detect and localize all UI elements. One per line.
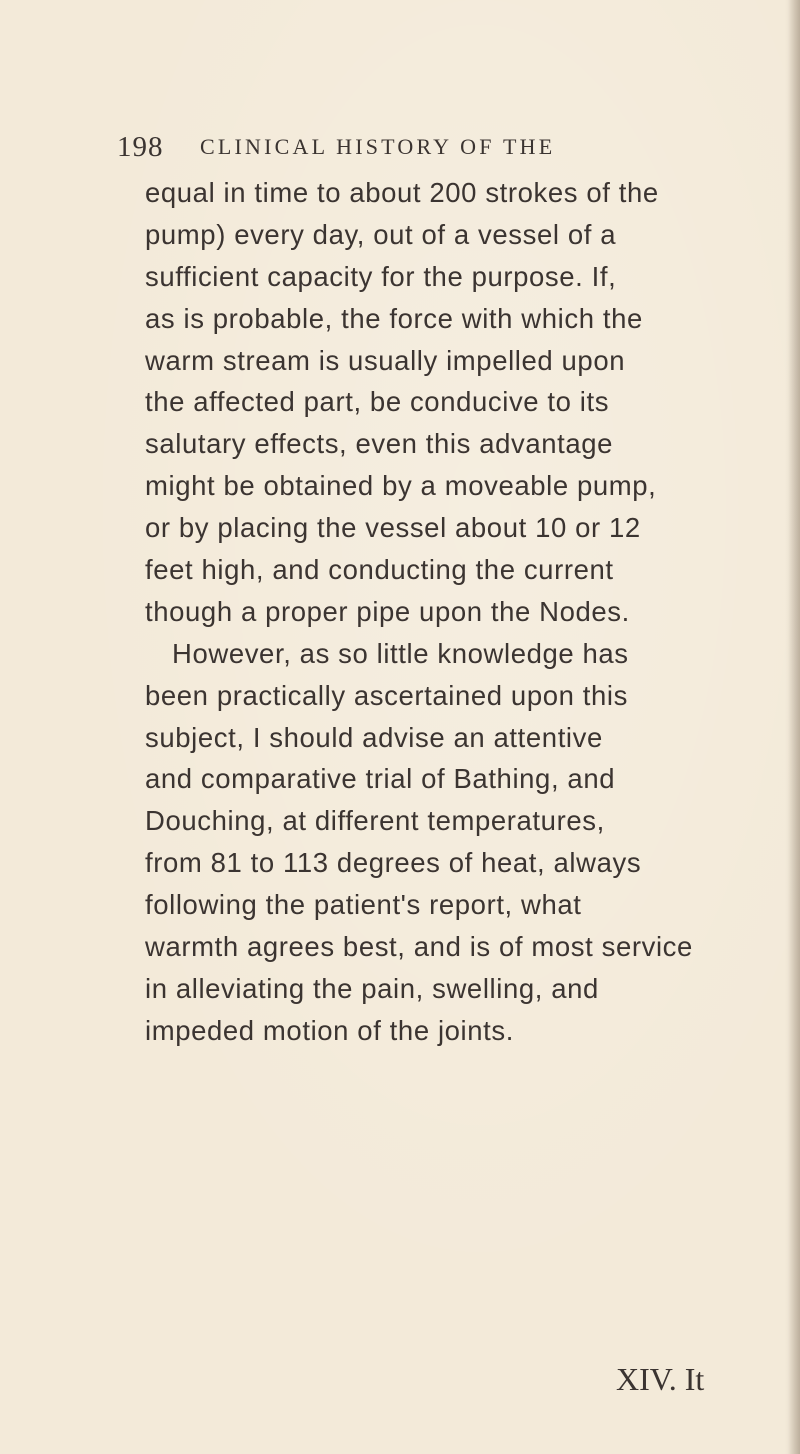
- text-line: though a proper pipe upon the Nodes.: [145, 595, 630, 627]
- running-title: CLINICAL HISTORY OF THE: [200, 134, 556, 159]
- body-text: [145, 172, 785, 1052]
- text-line: might be obtained by a moveable pump,: [145, 470, 657, 502]
- page-number: 198: [117, 131, 164, 163]
- text-line: and comparative trial of Bathing, and: [145, 763, 616, 795]
- text-line: sufficient capacity for the purpose. If,: [145, 260, 617, 292]
- text-line: the affected part, be conducive to its: [145, 386, 610, 418]
- text-line: salutary effects, even this advantage: [145, 428, 614, 460]
- text-line: warmth agrees best, and is of most service: [145, 931, 693, 963]
- page-edge-shadow: [788, 0, 800, 1454]
- text-line: impeded motion of the joints.: [145, 1014, 514, 1046]
- text-line: pump) every day, out of a vessel of a: [145, 218, 617, 250]
- text-line: or by placing the vessel about 10 or 12: [145, 512, 641, 544]
- text-line: Douching, at different temperatures,: [145, 805, 605, 837]
- text-line: following the patient's report, what: [145, 889, 582, 921]
- paragraph-start-line: However, as so little knowledge has: [172, 637, 629, 669]
- text-line: from 81 to 113 degrees of heat, always: [145, 847, 642, 879]
- text-line: been practically ascertained upon this: [145, 679, 628, 711]
- text-line: feet high, and conducting the current: [145, 554, 614, 586]
- text-line: equal in time to about 200 strokes of the: [145, 177, 659, 208]
- text-line: in alleviating the pain, swelling, and: [145, 972, 599, 1004]
- running-head: [0, 130, 800, 170]
- text-line: warm stream is usually impelled upon: [145, 344, 626, 376]
- text-line: subject, I should advise an attentive: [145, 721, 603, 753]
- catchword: XIV. It: [616, 1361, 705, 1397]
- text-line: as is probable, the force with which the: [145, 302, 643, 334]
